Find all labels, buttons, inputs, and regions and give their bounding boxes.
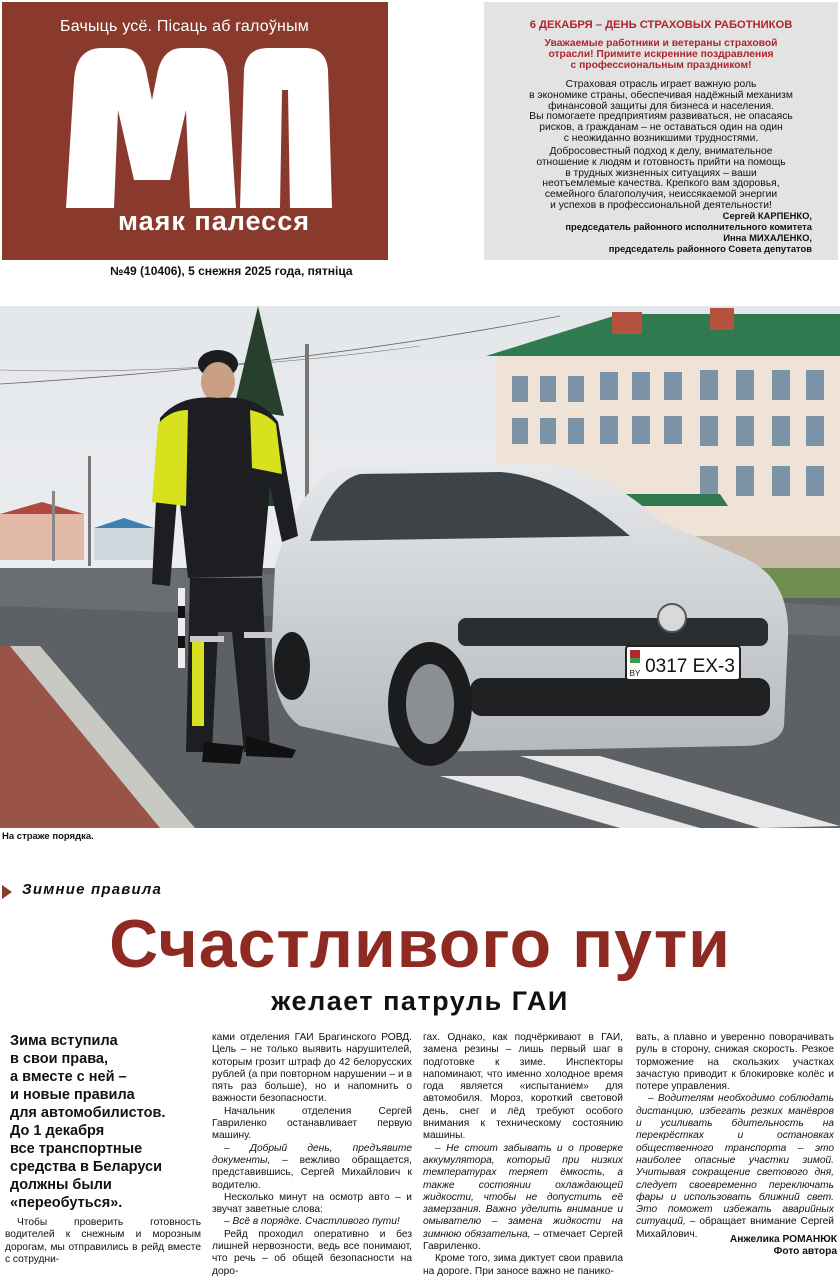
lead-line: Зима вступила [10,1033,118,1049]
article-headline: Счастливого пути [109,906,731,982]
quote: – Всё в порядке. Счастливого пути! [224,1216,400,1228]
paragraph [212,1143,412,1192]
distant-building [94,528,154,560]
lead-line: должны были [10,1177,112,1193]
paragraph-text: – отмечает Сергей Гавриленко. [423,1228,623,1253]
greeting-box [484,2,838,260]
greeting-line: Вы помогаете предприятиям развиваться, не опасаясь [529,111,793,123]
paragraph: гах. Однако, как подчёркивают в ГАИ, замена резины – лишь первый шаг в подготовке к зиме. Инспекторы напоминают, что именно холодное время года является «испытанием» для автомобиля. Мороз, короткий световой день, снег и лёд требуют особого внимания к техническому состоянию машины. [423,1032,623,1142]
author-name: Анжелика РОМАНЮК [729,1234,837,1245]
greeting-intro [484,39,838,71]
greeting-line: Добросовестный подход к делу, внимательное [549,146,773,157]
greeting-line: с неожиданно возникшими трудностями. [563,132,759,144]
greeting-paragraph-2 [484,147,838,212]
article-intro [5,1217,201,1266]
lead-line: и новые правила [10,1087,135,1103]
lead-line: До 1 декабря [10,1123,105,1139]
lead-line: для автомобилистов. [10,1105,166,1121]
distant-building [0,514,84,560]
signer-title: председатель районного Совета депутатов [608,243,812,254]
greeting-paragraph-1 [484,80,838,145]
paragraph [636,1093,834,1241]
greeting-line: отношение к людям и готовность прийти на помощь [536,156,786,168]
lead-line: средства в Беларуси [10,1159,163,1175]
greeting-signature [565,210,812,254]
rubric-triangle-icon [2,885,12,899]
greeting-line: в трудных жизненных ситуациях – ваши [565,167,757,179]
greeting-title: 6 ДЕКАБРЯ – ДЕНЬ СТРАХОВЫХ РАБОТНИКОВ [529,19,793,31]
signer-name: Инна МИХАЛЕНКО, [723,232,812,243]
issue-info: №49 (10406), 5 снежня 2025 года, пятніца [110,264,353,278]
paragraph: вать, а плавно и уверенно поворачивать руль в сторону, снижая скорость. Резкое торможение на скользких участках зачастую приводит к блокировке колёс и потере управления. [636,1032,834,1093]
intro-paragraph: Чтобы проверить готовность водителей к снежным и морозным дорогам, мы отправились в рейд вместе с сотрудни- [5,1217,201,1265]
rubric-label: Зимние правила [22,881,162,898]
greeting-intro-line: Уважаемые работники и ветераны страховой [544,38,778,49]
greeting-line: в экономике страны, обеспечивая надёжный механизм [529,89,793,101]
quote: – Водителям необходимо соблюдать дистанцию, избегать резких манёвров и усиливать бдительность на перекрёстках и остановках общественного транспорта – это наиболее опасные участки зимой. Учитывая сокращение светового дня, следует своевременно переключать фары и использовать ближний свет. Это поможет избежать аварийных ситуаций, [636,1093,834,1228]
author-signature [730,1234,837,1258]
greeting-intro-line: с профессиональным праздником! [570,59,752,71]
greeting-line: Страховая отрасль играет важную роль [565,79,757,90]
quote: – Добрый день, предъявите документы, [212,1142,412,1166]
signer-title: председатель районного исполнительного комитета [565,221,812,232]
article-column-2 [423,1032,623,1278]
paragraph: Рейд проходил оперативно и без лишней нервозности, ведь все понимают, что речь – об общей безопасности на доро- [212,1228,412,1277]
paragraph: Начальник отделения Сергей Гавриленко останавливает первую машину. [212,1105,412,1142]
masthead-slogan: Бачыць усё. Пісаць аб галоўным [60,18,309,35]
paragraph-text: – вежливо обращается, представившись, Сергей Михайлович к водителю. [212,1154,412,1191]
paragraph: Кроме того, зима диктует свои правила на дороге. При заносе важно не панико- [423,1253,623,1277]
signer-name: Сергей КАРПЕНКО, [722,210,812,221]
photo-credit: Фото автора [773,1246,837,1257]
article-column-3 [636,1032,834,1241]
greeting-line: рисков, а гражданам – не оставаться один на один [539,122,783,134]
paragraph-text: – обращает внимание Сергей Михайлович. [636,1216,834,1240]
lead-line: все транспортные [10,1141,143,1157]
greeting-line: и успехов в профессиональной деятельности! [550,199,772,211]
photo-caption: На страже порядка. [2,831,94,842]
lead-line: в свои права, [10,1051,109,1067]
quote: – Не стоит забывать и о проверке аккумулятора, который при низких температурах теряет ёмкость, а также состоянии охлаждающей жидкости, чтобы не допустить её замерзания. Важно уделить внимание и омывателю – замена жидкости на зимнюю обязательна, [423,1142,623,1240]
article-lead [10,1032,190,1212]
article-subheadline: желает патруль ГАИ [271,986,569,1016]
plate-number: 0317 EX-3 [645,656,735,677]
paragraph [212,1216,412,1228]
lead-line: «переобуться». [10,1195,123,1211]
paragraph: Несколько минут на осмотр авто – и звучат заветные слова: [212,1191,412,1216]
plate-country: BY [629,669,641,678]
paragraph [423,1143,623,1254]
article-column-1 [212,1032,412,1278]
mp-logo-mark [62,40,332,210]
greeting-intro-line: отрасли! Примите искренние поздравления [548,48,774,60]
lead-line: а вместе с ней – [10,1069,127,1085]
paragraph: ками отделения ГАИ Брагинского РОВД. Цель – не только выявить нарушителей, которым грозит штраф до 42 белорусских рублей (а при повторном нарушении – и в пять раз больше), но и напомнить о важности безопасности. [212,1032,412,1105]
greeting-line: семейного благополучия, неиссякаемой энергии [544,189,778,201]
greeting-line: неотъемлемые качества. Крепкого вам здоровья, [542,178,780,190]
paper-name: маяк палесся [118,206,310,236]
front-photo [0,306,840,828]
greeting-line: финансовой защиты для бизнеса и населения. [548,100,774,112]
